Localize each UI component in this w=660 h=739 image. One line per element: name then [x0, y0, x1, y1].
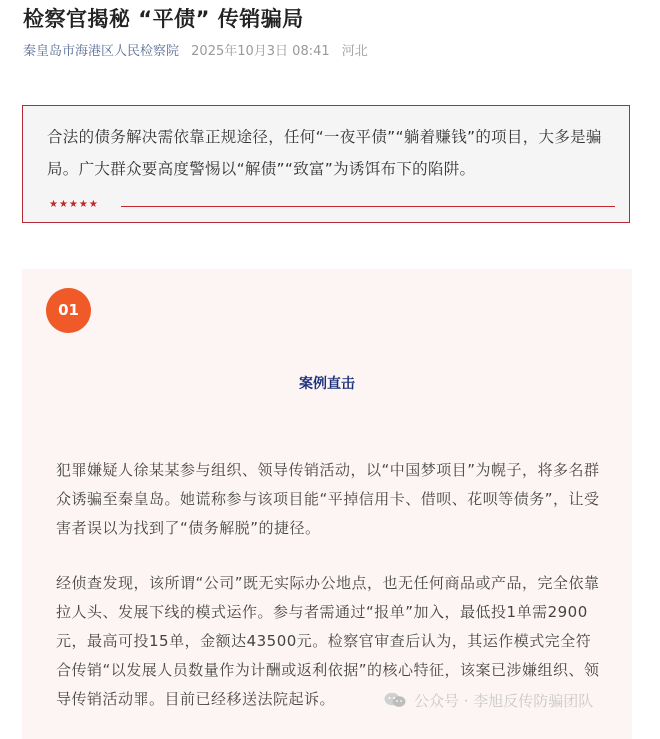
case-section [22, 269, 632, 739]
summary-quote-text: 合法的债务解决需依靠正规途径，任何“一夜平债”“躺着赚钱”的项目，大多是骗局。广大群众要高度警惕以“解债”“致富”为诱饵布下的陷阱。 [47, 128, 602, 178]
account-name-link[interactable]: 秦皇岛市海港区人民检察院 [23, 44, 180, 59]
case-paragraph: 经侦查发现，该所谓“公司”既无实际办公地点，也无任何商品或产品，完全依靠拉人头、发展下线的模式运作。参与者需通过“报单”加入，最低投1单需2900元，最高可投15单，金额达43500元。检察官审查后认为，其运作模式完全符合传销“以发展人员数量作为计酬或返利依据”的核心特征，该案已涉嫌组织、领导传销活动罪。目前已经移送法院起诉。 [56, 574, 600, 708]
article-title: 检察官揭秘 “平债” 传销骗局 [23, 7, 304, 31]
case-number-badge: 01 [46, 288, 91, 333]
publish-time: 2025年10月3日 08:41 [191, 44, 330, 59]
summary-quote-box [22, 105, 630, 223]
publish-location: 河北 [341, 44, 368, 59]
star-rating-decoration: ★★★★★ [49, 199, 99, 210]
article-meta [23, 43, 376, 61]
wechat-icon [384, 692, 406, 708]
quote-divider-line [121, 206, 615, 207]
case-section-heading: 案例直击 [299, 376, 355, 392]
watermark [384, 690, 593, 712]
case-paragraph: 犯罪嫌疑人徐某某参与组织、领导传销活动，以“中国梦项目”为幌子，将多名群众诱骗至秦皇岛。她谎称参与该项目能“平掉信用卡、借呗、花呗等债务”，让受害者误以为找到了“债务解脱”的捷径。 [56, 461, 600, 537]
watermark-text: 公众号 · 李旭反传防骗团队 [414, 692, 594, 710]
